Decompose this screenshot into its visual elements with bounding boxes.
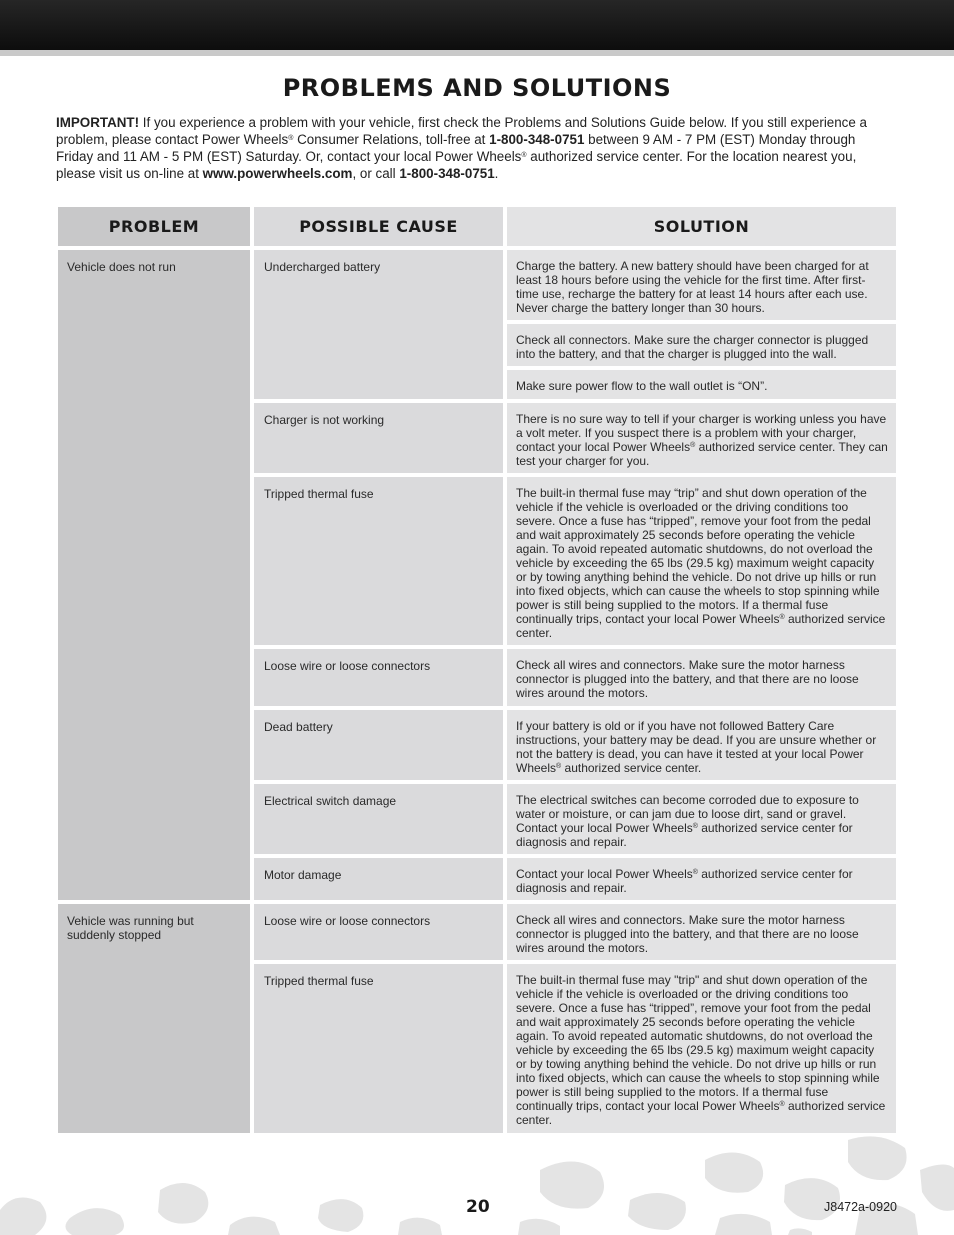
solution-cell: If your battery is old or if you have not followed Battery Care instructions, your battery may be dead. If you are unsure whether or not the battery is dead, you can have it tested at your local Power Wheels® authorized service center. (507, 710, 896, 780)
top-bar (0, 0, 954, 50)
cause-cell: Charger is not working (254, 403, 503, 473)
cause-cell: Loose wire or loose connectors (254, 649, 503, 706)
cause-cell: Tripped thermal fuse (254, 964, 503, 1133)
solution-cell: Check all connectors. Make sure the charger connector is plugged into the battery, and that the charger is plugged into the wall. (507, 324, 896, 366)
solution-cell: Charge the battery. A new battery should have been charged for at least 18 hours before using the vehicle for the first time. After first-time use, recharge the battery for at least 14 hours after each use. Never charge the battery longer than 30 hours. (507, 250, 896, 320)
header-solution: SOLUTION (507, 207, 896, 246)
phone-number-2: 1-800-348-0751 (399, 166, 495, 181)
solution-cell: The electrical switches can become corroded due to exposure to water or moisture, or can jam due to loose dirt, sand or gravel. Contact your local Power Wheels® authorized service center for diagnosis and repair. (507, 784, 896, 854)
cause-cell: Loose wire or loose connectors (254, 904, 503, 960)
problem-cell: Vehicle does not run (58, 250, 250, 900)
cause-cell: Dead battery (254, 710, 503, 780)
cause-cell: Undercharged battery (254, 250, 503, 399)
cause-cell: Tripped thermal fuse (254, 477, 503, 645)
phone-number: 1-800-348-0751 (489, 132, 585, 147)
header-problem: PROBLEM (58, 207, 250, 246)
intro-paragraph: IMPORTANT! If you experience a problem with your vehicle, first check the Problems and Solutions Guide below. If you still experience a problem, please contact Power Wheels® Consumer Relations, toll-free at 1-800-348-0751 between 9 AM - 7 PM (EST) Monday through Friday and 11 AM - 5 PM (EST) Saturday. Or, contact your local Power Wheels® authorized service center. For the location nearest you, please visit us on-line at www.powerwheels.com, or call 1-800-348-0751. (56, 115, 867, 181)
important-label: IMPORTANT! (56, 115, 140, 130)
solution-cell: There is no sure way to tell if your charger is working unless you have a volt meter. If you suspect there is a problem with your charger, contact your local Power Wheels® authorized service center. They can test your charger for you. (507, 403, 896, 473)
cause-cell: Motor damage (254, 858, 503, 900)
decorative-spot-pattern (0, 1130, 954, 1235)
solution-cell: Check all wires and connectors. Make sure the motor harness connector is plugged into the battery, and that there are no loose wires around the motors. (507, 649, 896, 706)
solution-cell: Check all wires and connectors. Make sure the motor harness connector is plugged into the battery, and that there are no loose wires around the motors. (507, 904, 896, 960)
solution-cell: Make sure power flow to the wall outlet is “ON”. (507, 370, 896, 399)
page-number: 20 (466, 1197, 490, 1217)
cause-cell: Electrical switch damage (254, 784, 503, 854)
problem-cell: Vehicle was running but suddenly stopped (58, 904, 250, 1133)
document-code: J8472a-0920 (824, 1200, 897, 1214)
header-possible-cause: POSSIBLE CAUSE (254, 207, 503, 246)
solution-cell: The built-in thermal fuse may “trip” and shut down operation of the vehicle if the vehicle is overloaded or the driving conditions too severe. Once a fuse has “tripped”, remove your foot from the pedal and wait approximately 25 seconds before operating the vehicle again. To avoid repeated automatic shutdowns, do not overload the vehicle by exceeding the 65 lbs (29.5 kg) maximum weight capacity or by towing anything behind the vehicle. Do not drive up hills or run into fixed objects, which can cause the wheels to stop spinning while power is still being supplied to the motors. If a thermal fuse continually trips, contact your local Power Wheels® authorized service center. (507, 477, 896, 645)
solution-cell: The built-in thermal fuse may "trip" and shut down operation of the vehicle if the vehicle is overloaded or the driving conditions too severe. Once a fuse has “tripped”, remove your foot from the pedal and wait approximately 25 seconds before operating the vehicle again. To avoid repeated automatic shutdowns, do not overload the vehicle by exceeding the 65 lbs (29.5 kg) maximum weight capacity or by towing anything behind the vehicle. Do not drive up hills or run into fixed objects, which can cause the wheels to stop spinning while power is still being supplied to the motors. If a thermal fuse continually trips, contact your local Power Wheels® authorized service center. (507, 964, 896, 1133)
page-title: PROBLEMS AND SOLUTIONS (282, 74, 672, 102)
solution-cell: Contact your local Power Wheels® authorized service center for diagnosis and repair. (507, 858, 896, 900)
top-bar-divider (0, 50, 954, 56)
website-link: www.powerwheels.com (202, 166, 353, 181)
